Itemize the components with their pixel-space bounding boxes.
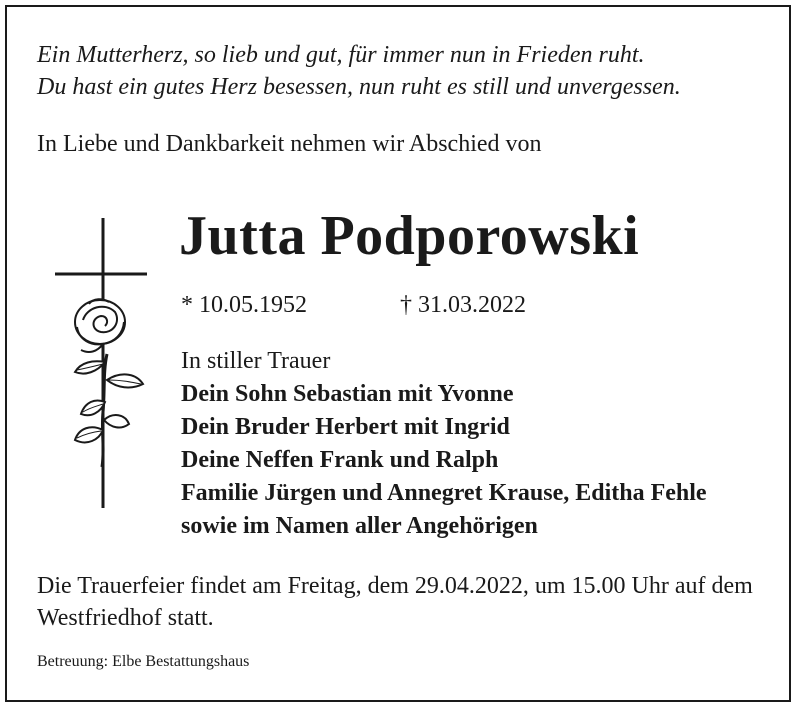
mourners-block (181, 345, 707, 543)
verse-line-1: Ein Mutterherz, so lieb und gut, für immer nun in Frieden ruht. (37, 42, 645, 68)
list-item: Dein Sohn Sebastian mit Yvonne (181, 381, 514, 407)
birth-date: * 10.05.1952 (181, 292, 307, 318)
memorial-verse (37, 39, 681, 103)
mourning-lead: In stiller Trauer (181, 348, 331, 374)
obituary-notice (5, 5, 791, 702)
rose-icon (75, 299, 143, 467)
mourner-list (181, 378, 707, 543)
cross-with-rose-icon (45, 212, 155, 512)
list-item: Dein Bruder Herbert mit Ingrid (181, 414, 510, 440)
death-date: † 31.03.2022 (400, 292, 526, 318)
list-item: Familie Jürgen und Annegret Krause, Editha Fehle (181, 480, 707, 506)
undertaker-credit: Betreuung: Elbe Bestattungshaus (37, 653, 250, 670)
funeral-details: Die Trauerfeier findet am Freitag, dem 29.04.2022, um 15.00 Uhr auf dem Westfriedhof statt. (37, 573, 753, 631)
deceased-name: Jutta Podporowski (179, 205, 640, 267)
list-item: sowie im Namen aller Angehörigen (181, 513, 538, 539)
verse-line-2: Du hast ein gutes Herz besessen, nun ruht es still und unvergessen. (37, 74, 681, 100)
list-item: Deine Neffen Frank und Ralph (181, 447, 499, 473)
farewell-intro: In Liebe und Dankbarkeit nehmen wir Abschied von (37, 131, 542, 157)
